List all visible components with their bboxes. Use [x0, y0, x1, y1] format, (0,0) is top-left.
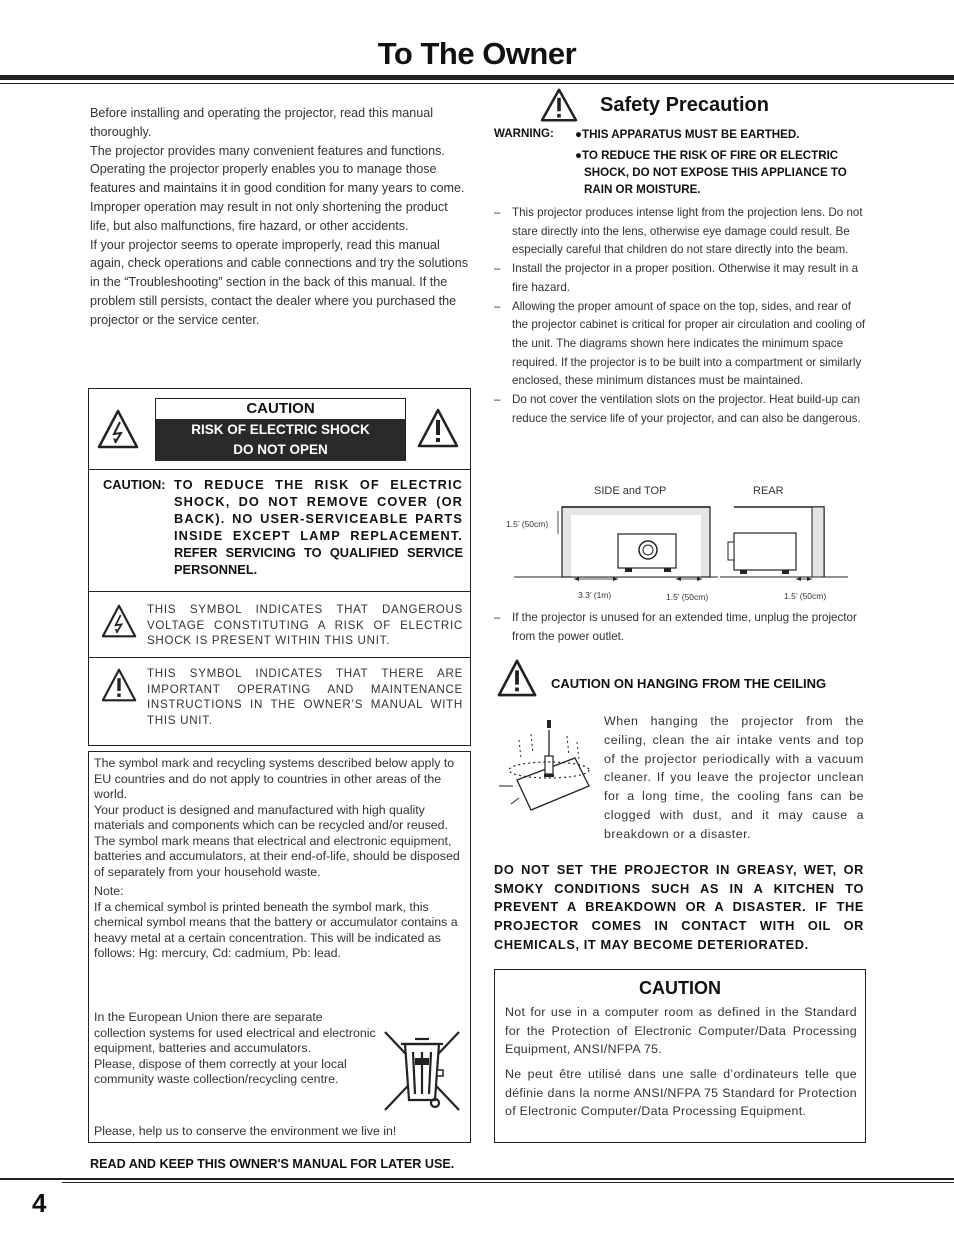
crossed-out-bin-icon: [381, 1030, 463, 1115]
bullet-dot-icon: ●: [575, 149, 583, 162]
diagram-label-rear: REAR: [753, 485, 784, 497]
caution-statement-main: TO REDUCE THE RISK OF ELECTRIC SHOCK, DO NOT REMOVE COVER (OR BACK). NO USER-SERVICEABLE PARTS INSIDE EXCEPT LAMP REPLACEMENT.: [174, 477, 463, 543]
bullet-dot-icon: ●: [575, 128, 583, 141]
footer-rule: [0, 1178, 954, 1180]
list-item-text: Install the projector in a proper position. Otherwise it may result in a fire hazard.: [512, 262, 859, 294]
recycling-paragraph: Please, dispose of them correctly at your local community waste collection/recycling centre.: [94, 1056, 347, 1086]
recycling-paragraph: If a chemical symbol is printed beneath the symbol mark, this chemical symbol means that the battery or accumulator contains a heavy metal at a certain concentration. This will be indicated as follows: Hg: mercury, Cd: cadmium, Pb: lead.: [94, 899, 458, 960]
note-label: Note:: [94, 884, 124, 898]
caution-label: [155, 398, 406, 461]
dim-front-label: 3.3’ (1m): [578, 590, 612, 600]
safety-bullets: [494, 204, 866, 428]
dim-rear-label: 1.5’ (50cm): [784, 591, 827, 601]
ceiling-projector-illustration: [497, 718, 597, 814]
do-not-open-text: DO NOT OPEN: [233, 442, 328, 457]
warning-item: [575, 126, 800, 143]
exclamation-warning-icon: [101, 668, 137, 702]
exclamation-warning-icon: [497, 659, 537, 697]
caution-statement-refer: REFER SERVICING TO QUALIFIED SERVICE PERSONNEL.: [174, 545, 463, 577]
footer-rule-thin: [62, 1182, 954, 1183]
warning-item-text: TO REDUCE THE RISK OF FIRE OR ELECTRIC SHOCK, DO NOT EXPOSE THIS APPLIANCE TO RAIN OR MOISTURE.: [582, 149, 847, 196]
page-number: 4: [32, 1188, 47, 1218]
list-item: – If the projector is unused for an extended time, unplug the projector from the power outlet.: [494, 611, 857, 643]
list-item: – This projector produces intense light from the projection lens. Do not stare directly into the lens, otherwise eye damage could result. Be especially careful that children do not stare directly into the beam.: [494, 206, 863, 257]
list-item-text: Do not cover the ventilation slots on the projector. Heat build-up can reduce the service life of your projector, and can also be dangerous.: [512, 393, 861, 425]
warning-item-text: THIS APPARATUS MUST BE EARTHED.: [582, 128, 800, 141]
header-rule-thin: [0, 83, 954, 84]
page-title: To The Owner: [377, 36, 577, 71]
clearance-diagram: [494, 482, 866, 606]
greasy-conditions-warning: DO NOT SET THE PROJECTOR IN GREASY, WET, OR SMOKY CONDITIONS SUCH AS IN A KITCHEN TO PREVENT A BREAKDOWN OR A DISASTER. IF THE PROJECTOR COMES IN CONTACT WITH OIL OR CHEMICALS, IT MAY BECOME DETERIORATED.: [494, 862, 864, 952]
dim-top-label: 1.5’ (50cm): [506, 519, 549, 529]
voltage-symbol-row: [89, 592, 470, 658]
list-item: – Allowing the proper amount of space on the top, sides, and rear of the projector cabinet is critical for proper air circulation and cooling of the unit. The diagrams shown here indicates the minimum space required. If the projector is to be built into a compartment or similarly enclosed, these minimum distances must be maintained.: [494, 299, 866, 388]
intro-paragraph: The projector provides many convenient features and functions. Operating the projector properly enables you to manage those features and maintains it in good condition for many years to come.: [90, 143, 465, 196]
dim-side-label: 1.5’ (50cm): [666, 592, 709, 602]
intro-paragraph: Improper operation may result in not only shortening the product life, but also malfunctions, fire hazard, or other accidents.: [90, 199, 448, 233]
lightning-warning-icon: [97, 409, 139, 449]
caution-label-title: CAUTION: [156, 399, 405, 419]
instruction-symbol-row: [89, 658, 470, 744]
list-item-text: This projector produces intense light from the projection lens. Do not stare directly into the lens, otherwise eye damage could result. Be especially careful that children do not stare directly into the beam.: [512, 206, 863, 257]
list-item-text: Allowing the proper amount of space on the top, sides, and rear of the projector cabinet is critical for proper air circulation and cooling of the unit. The diagrams shown here indicates the minimum space required. If the projector is to be built into a compartment or similarly enclosed, these minimum distances must be maintained.: [512, 299, 866, 388]
header-rule: [0, 75, 954, 80]
computer-room-caution-title: CAUTION: [639, 978, 721, 998]
lightning-warning-icon: [101, 604, 137, 638]
caution-label-warning: [156, 419, 405, 461]
recycling-paragraph: The symbol mark and recycling systems described below apply to EU countries and do not apply to countries in other areas of the world.: [94, 756, 455, 801]
voltage-symbol-text: THIS SYMBOL INDICATES THAT DANGEROUS VOLTAGE CONSTITUTING A RISK OF ELECTRIC SHOCK IS PRESENT WITHIN THIS UNIT.: [147, 603, 463, 647]
recycling-paragraph: The symbol mark means that electrical and electronic equipment, batteries and accumulators, at their end-of-life, should be disposed of separately from your household waste.: [94, 833, 460, 879]
recycling-info-box: [88, 751, 471, 1143]
recycling-text: [94, 756, 466, 962]
caution-statement-label: CAUTION:: [103, 477, 166, 492]
read-and-keep-note: READ AND KEEP THIS OWNER'S MANUAL FOR LATER USE.: [90, 1157, 455, 1171]
exclamation-warning-icon: [540, 88, 578, 122]
caution-statement-row: [89, 470, 470, 592]
safety-precaution-heading: Safety Precaution: [600, 94, 769, 116]
exclamation-warning-icon: [417, 408, 459, 448]
diagram-label-side-top: SIDE and TOP: [594, 485, 667, 497]
electric-shock-caution-box: [88, 388, 471, 746]
recycling-paragraph: In the European Union there are separate collection systems for used electrical and electronic equipment, batteries and accumulators.: [94, 1010, 376, 1055]
instruction-symbol-text: THIS SYMBOL INDICATES THAT THERE ARE IMPORTANT OPERATING AND MAINTENANCE INSTRUCTIONS IN THE OWNER’S MANUAL WITH THIS UNIT.: [147, 667, 463, 727]
caution-statement-text: [174, 476, 463, 578]
computer-room-caution-french: Ne peut être utilisé dans une salle d’ordinateurs telle que définie dans la norme ANSI/NFPA 75 Standard for Protection of Electronic Computer/Data Processing Equipment.: [505, 1067, 857, 1119]
recycling-collection-text: [94, 1010, 376, 1088]
intro-text: [90, 104, 470, 330]
intro-paragraph: Before installing and operating the projector, read this manual thoroughly.: [90, 106, 434, 139]
intro-paragraph: If your projector seems to operate improperly, read this manual again, check operations and cable connections and try the solutions in the “Troubleshooting” section in the back of this manual. If the problem still persists, contact the dealer where you purchased the projector or the service center.: [90, 237, 469, 327]
computer-room-caution-box: [494, 969, 866, 1143]
recycling-paragraph: Your product is designed and manufactured with high quality materials and components which can be recycled and/or reused.: [94, 802, 449, 832]
list-item: – Do not cover the ventilation slots on the projector. Heat build-up can reduce the service life of your projector, and can also be dangerous.: [494, 393, 861, 425]
caution-label-row: [89, 389, 470, 470]
recycling-closing: Please, help us to conserve the environment we live in!: [94, 1124, 397, 1138]
computer-room-caution-english: Not for use in a computer room as defined in the Standard for the Protection of Electronic Computer/Data Processing Equipment, ANSI/NFPA 75.: [505, 1005, 857, 1057]
ceiling-caution-heading: CAUTION ON HANGING FROM THE CEILING: [551, 676, 827, 691]
risk-of-shock-text: RISK OF ELECTRIC SHOCK: [191, 422, 370, 437]
ceiling-caution-text: When hanging the projector from the ceiling, clean the air intake vents and top of the projector periodically with a vacuum cleaner. If you leave the projector unclean for a long time, the cooling fans can be clogged with dust, and it may cause a breakdown or a disaster.: [604, 714, 864, 841]
warning-label: WARNING:: [494, 127, 554, 140]
list-item-text: If the projector is unused for an extended time, unplug the projector from the power outlet.: [512, 611, 857, 643]
warning-item: [575, 147, 865, 198]
list-item: – Install the projector in a proper position. Otherwise it may result in a fire hazard.: [494, 262, 859, 294]
